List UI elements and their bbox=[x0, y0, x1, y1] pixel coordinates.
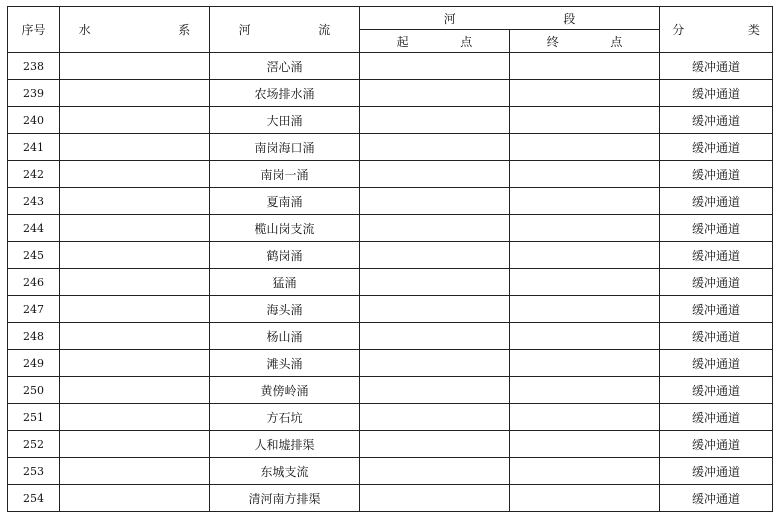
cell-index: 251 bbox=[8, 404, 60, 431]
cell-category: 缓冲通道 bbox=[660, 53, 773, 80]
cell-river: 榄山岗支流 bbox=[210, 215, 360, 242]
cell-index: 252 bbox=[8, 431, 60, 458]
cell-system bbox=[60, 350, 210, 377]
cell-index: 249 bbox=[8, 350, 60, 377]
cell-system bbox=[60, 404, 210, 431]
header-section: 河 段 bbox=[360, 7, 660, 30]
cell-end bbox=[510, 188, 660, 215]
cell-end bbox=[510, 323, 660, 350]
cell-system bbox=[60, 107, 210, 134]
cell-end bbox=[510, 458, 660, 485]
cell-index: 238 bbox=[8, 53, 60, 80]
cell-category: 缓冲通道 bbox=[660, 485, 773, 512]
cell-index: 239 bbox=[8, 80, 60, 107]
header-start: 起 点 bbox=[360, 30, 510, 53]
table-row bbox=[8, 323, 773, 350]
cell-system bbox=[60, 134, 210, 161]
cell-category: 缓冲通道 bbox=[660, 242, 773, 269]
cell-end bbox=[510, 431, 660, 458]
cell-index: 250 bbox=[8, 377, 60, 404]
cell-river: 人和墟排渠 bbox=[210, 431, 360, 458]
cell-system bbox=[60, 80, 210, 107]
cell-index: 248 bbox=[8, 323, 60, 350]
cell-river: 杨山涌 bbox=[210, 323, 360, 350]
cell-end bbox=[510, 377, 660, 404]
cell-river: 滘心涌 bbox=[210, 53, 360, 80]
cell-start bbox=[360, 188, 510, 215]
cell-river: 黄傍岭涌 bbox=[210, 377, 360, 404]
table-row bbox=[8, 350, 773, 377]
cell-system bbox=[60, 485, 210, 512]
cell-river: 南岗一涌 bbox=[210, 161, 360, 188]
table-row bbox=[8, 215, 773, 242]
cell-river: 夏南涌 bbox=[210, 188, 360, 215]
cell-category: 缓冲通道 bbox=[660, 269, 773, 296]
cell-start bbox=[360, 161, 510, 188]
cell-start bbox=[360, 107, 510, 134]
cell-start bbox=[360, 458, 510, 485]
cell-index: 242 bbox=[8, 161, 60, 188]
table-row bbox=[8, 431, 773, 458]
cell-start bbox=[360, 134, 510, 161]
cell-category: 缓冲通道 bbox=[660, 377, 773, 404]
cell-end bbox=[510, 161, 660, 188]
cell-end bbox=[510, 53, 660, 80]
table-row bbox=[8, 53, 773, 80]
cell-category: 缓冲通道 bbox=[660, 404, 773, 431]
cell-system bbox=[60, 215, 210, 242]
cell-end bbox=[510, 134, 660, 161]
cell-system bbox=[60, 188, 210, 215]
header-system: 水 系 bbox=[60, 7, 210, 53]
table-row bbox=[8, 485, 773, 512]
cell-start bbox=[360, 404, 510, 431]
cell-start bbox=[360, 242, 510, 269]
table-body bbox=[8, 53, 773, 512]
cell-system bbox=[60, 161, 210, 188]
cell-end bbox=[510, 296, 660, 323]
cell-start bbox=[360, 80, 510, 107]
table-row bbox=[8, 458, 773, 485]
cell-category: 缓冲通道 bbox=[660, 80, 773, 107]
cell-system bbox=[60, 53, 210, 80]
table-header bbox=[8, 7, 773, 53]
cell-end bbox=[510, 485, 660, 512]
cell-category: 缓冲通道 bbox=[660, 107, 773, 134]
cell-system bbox=[60, 323, 210, 350]
table-row bbox=[8, 161, 773, 188]
cell-end bbox=[510, 215, 660, 242]
cell-start bbox=[360, 296, 510, 323]
table-row bbox=[8, 134, 773, 161]
cell-river: 大田涌 bbox=[210, 107, 360, 134]
cell-category: 缓冲通道 bbox=[660, 458, 773, 485]
cell-index: 241 bbox=[8, 134, 60, 161]
cell-system bbox=[60, 269, 210, 296]
cell-index: 243 bbox=[8, 188, 60, 215]
cell-end bbox=[510, 350, 660, 377]
cell-category: 缓冲通道 bbox=[660, 350, 773, 377]
cell-index: 244 bbox=[8, 215, 60, 242]
cell-system bbox=[60, 377, 210, 404]
cell-river: 猛涌 bbox=[210, 269, 360, 296]
header-category: 分 类 bbox=[660, 7, 773, 53]
cell-end bbox=[510, 269, 660, 296]
cell-index: 245 bbox=[8, 242, 60, 269]
cell-index: 253 bbox=[8, 458, 60, 485]
cell-start bbox=[360, 377, 510, 404]
header-river: 河 流 bbox=[210, 7, 360, 53]
cell-river: 清河南方排渠 bbox=[210, 485, 360, 512]
cell-index: 247 bbox=[8, 296, 60, 323]
cell-system bbox=[60, 296, 210, 323]
cell-end bbox=[510, 242, 660, 269]
cell-category: 缓冲通道 bbox=[660, 134, 773, 161]
cell-system bbox=[60, 458, 210, 485]
table-row bbox=[8, 107, 773, 134]
cell-end bbox=[510, 404, 660, 431]
cell-category: 缓冲通道 bbox=[660, 296, 773, 323]
cell-river: 农场排水涌 bbox=[210, 80, 360, 107]
table-row bbox=[8, 377, 773, 404]
cell-end bbox=[510, 80, 660, 107]
cell-index: 240 bbox=[8, 107, 60, 134]
cell-river: 海头涌 bbox=[210, 296, 360, 323]
header-index: 序号 bbox=[8, 7, 60, 53]
cell-index: 246 bbox=[8, 269, 60, 296]
cell-category: 缓冲通道 bbox=[660, 323, 773, 350]
cell-category: 缓冲通道 bbox=[660, 215, 773, 242]
header-end: 终 点 bbox=[510, 30, 660, 53]
cell-index: 254 bbox=[8, 485, 60, 512]
cell-river: 方石坑 bbox=[210, 404, 360, 431]
cell-start bbox=[360, 485, 510, 512]
table-row bbox=[8, 269, 773, 296]
cell-river: 鹤岗涌 bbox=[210, 242, 360, 269]
cell-river: 南岗海口涌 bbox=[210, 134, 360, 161]
table-row bbox=[8, 188, 773, 215]
table-row bbox=[8, 404, 773, 431]
cell-category: 缓冲通道 bbox=[660, 188, 773, 215]
cell-end bbox=[510, 107, 660, 134]
river-table bbox=[7, 6, 773, 512]
table-row bbox=[8, 296, 773, 323]
cell-category: 缓冲通道 bbox=[660, 431, 773, 458]
cell-start bbox=[360, 431, 510, 458]
cell-system bbox=[60, 431, 210, 458]
cell-start bbox=[360, 269, 510, 296]
cell-river: 东城支流 bbox=[210, 458, 360, 485]
cell-start bbox=[360, 53, 510, 80]
cell-start bbox=[360, 215, 510, 242]
cell-system bbox=[60, 242, 210, 269]
cell-river: 滩头涌 bbox=[210, 350, 360, 377]
table-row bbox=[8, 80, 773, 107]
table-row bbox=[8, 242, 773, 269]
cell-start bbox=[360, 350, 510, 377]
cell-start bbox=[360, 323, 510, 350]
cell-category: 缓冲通道 bbox=[660, 161, 773, 188]
